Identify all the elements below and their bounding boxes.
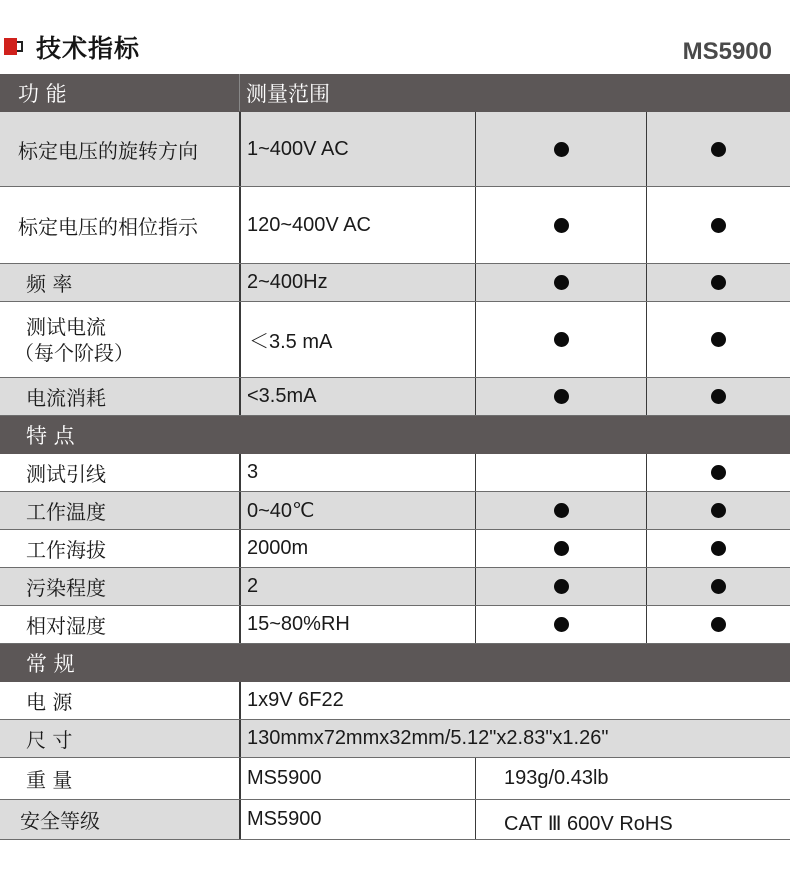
dot-icon <box>554 617 569 632</box>
table-row <box>0 720 790 758</box>
model-b-indicator <box>646 187 790 263</box>
row-label-line1: 测试电流 <box>26 314 106 339</box>
row-label: 测试引线 <box>26 462 106 486</box>
row-value: MS5900 <box>239 758 475 799</box>
column-header-function: 功 能 <box>18 81 67 106</box>
table-header-row <box>0 74 790 112</box>
row-label-line2: （每个阶段） <box>14 340 134 365</box>
model-a-indicator <box>475 378 646 415</box>
row-range: 2000m <box>239 530 475 567</box>
row-value: 1x9V 6F22 <box>239 682 790 719</box>
section-title: 常 规 <box>26 651 75 676</box>
section-title: 特 点 <box>26 423 75 448</box>
row-label: 电流消耗 <box>26 386 106 410</box>
model-a-indicator <box>475 454 646 491</box>
table-row <box>0 530 790 568</box>
model-b-indicator <box>646 454 790 491</box>
dot-icon <box>711 503 726 518</box>
row-value-secondary: 193g/0.43lb <box>475 758 790 799</box>
dot-icon <box>711 617 726 632</box>
model-name: MS5900 <box>682 38 772 65</box>
row-label: 相对湿度 <box>26 614 106 638</box>
row-label: 安全等级 <box>20 809 100 833</box>
model-a-indicator <box>475 568 646 605</box>
model-b-indicator <box>646 302 790 377</box>
page-header <box>0 0 790 74</box>
row-range: 1~400V AC <box>239 112 475 186</box>
table-row <box>0 454 790 492</box>
dot-icon <box>711 142 726 157</box>
dot-icon <box>711 275 726 290</box>
table-row <box>0 187 790 264</box>
dot-icon <box>554 541 569 556</box>
row-range: ＜3.5 mA <box>239 302 475 377</box>
dot-icon <box>711 332 726 347</box>
table-row <box>0 492 790 530</box>
table-row <box>0 302 790 378</box>
dot-icon <box>711 541 726 556</box>
model-a-indicator <box>475 112 646 186</box>
model-b-indicator <box>646 568 790 605</box>
model-b-indicator <box>646 530 790 567</box>
row-label: 工作温度 <box>26 500 106 524</box>
row-label: 工作海拔 <box>26 538 106 562</box>
model-a-indicator <box>475 530 646 567</box>
row-range: 2 <box>239 568 475 605</box>
table-row <box>0 378 790 416</box>
row-label: 频 率 <box>26 272 73 296</box>
model-b-indicator <box>646 378 790 415</box>
page-title: 技术指标 <box>36 34 141 63</box>
row-label: 重 量 <box>26 768 73 792</box>
row-value-secondary: CAT Ⅲ 600V RoHS <box>475 800 790 839</box>
row-range: 120~400V AC <box>239 187 475 263</box>
model-a-indicator <box>475 187 646 263</box>
section-marker-icon <box>4 38 24 55</box>
table-row <box>0 568 790 606</box>
section-header-general <box>0 644 790 682</box>
row-range: 15~80%RH <box>239 606 475 643</box>
model-a-indicator <box>475 264 646 301</box>
row-range: 2~400Hz <box>239 264 475 301</box>
model-b-indicator <box>646 606 790 643</box>
table-row <box>0 112 790 187</box>
row-label: 标定电压的相位指示 <box>18 214 198 239</box>
row-range: 0~40℃ <box>239 492 475 529</box>
row-range: <3.5mA <box>239 378 475 415</box>
dot-icon <box>554 579 569 594</box>
row-label: 污染程度 <box>26 576 106 600</box>
row-label: 标定电压的旋转方向 <box>18 138 198 163</box>
row-label: 尺 寸 <box>26 728 73 752</box>
model-a-indicator <box>475 606 646 643</box>
table-row <box>0 682 790 720</box>
model-b-indicator <box>646 492 790 529</box>
table-row <box>0 606 790 644</box>
dot-icon <box>711 389 726 404</box>
dot-icon <box>554 218 569 233</box>
table-row <box>0 264 790 302</box>
dot-icon <box>711 218 726 233</box>
model-b-indicator <box>646 112 790 186</box>
section-header-features <box>0 416 790 454</box>
dot-icon <box>554 275 569 290</box>
dot-icon <box>711 579 726 594</box>
dot-icon <box>711 465 726 480</box>
column-header-range: 测量范围 <box>239 74 475 111</box>
table-row <box>0 758 790 800</box>
row-value: MS5900 <box>239 800 475 839</box>
dot-icon <box>554 332 569 347</box>
model-a-indicator <box>475 492 646 529</box>
dot-icon <box>554 503 569 518</box>
row-label: 电 源 <box>26 690 73 714</box>
row-value: 130mmx72mmx32mm/5.12"x2.83"x1.26" <box>239 720 790 757</box>
dot-icon <box>554 389 569 404</box>
row-label <box>0 302 239 377</box>
table-row <box>0 800 790 840</box>
model-b-indicator <box>646 264 790 301</box>
dot-icon <box>554 142 569 157</box>
model-a-indicator <box>475 302 646 377</box>
row-range: 3 <box>239 454 475 491</box>
